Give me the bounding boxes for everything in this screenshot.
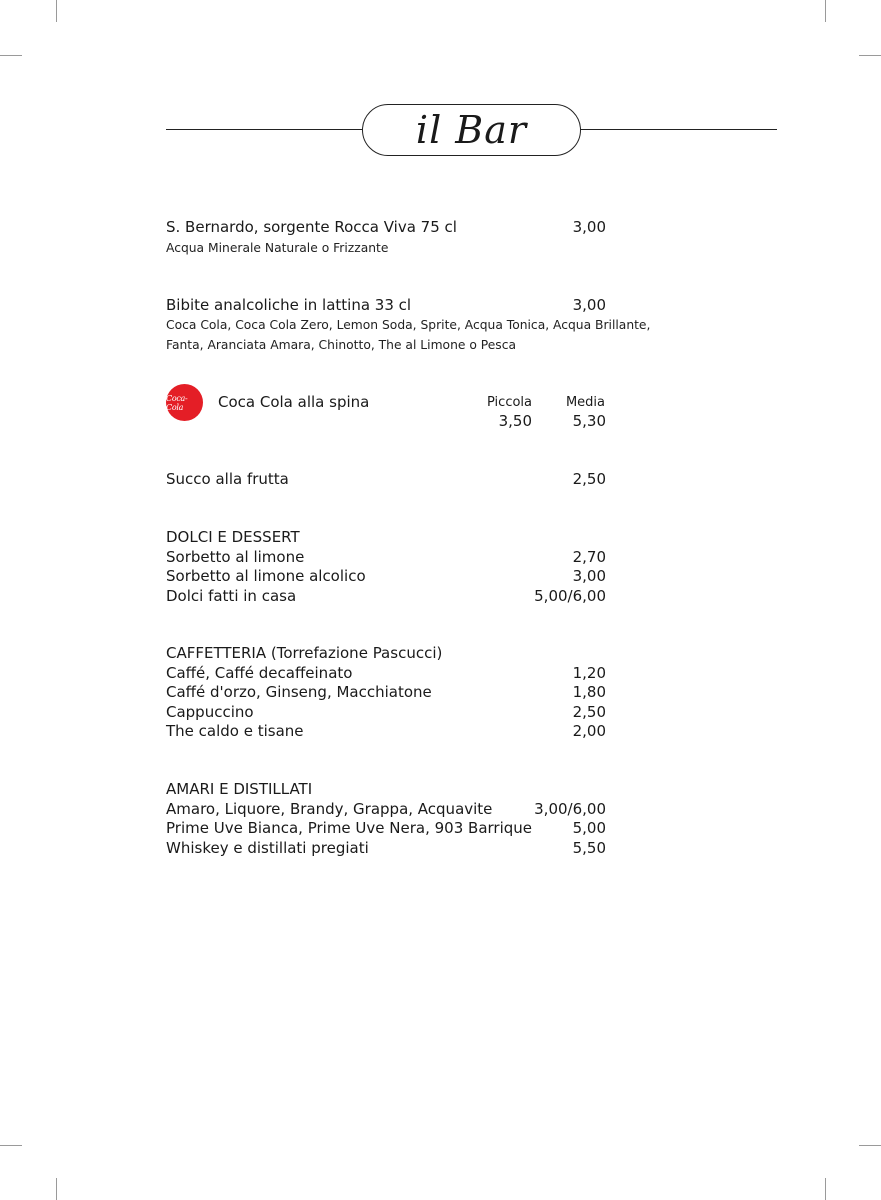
menu-item-name: Cappuccino	[166, 703, 254, 721]
crop-mark	[825, 1178, 826, 1200]
menu-item-name: Prime Uve Bianca, Prime Uve Nera, 903 Barrique	[166, 819, 533, 837]
menu-item-price: 2,00	[572, 722, 606, 740]
crop-mark	[56, 0, 57, 22]
menu-item-name: The caldo e tisane	[166, 722, 304, 740]
page-header	[0, 100, 881, 158]
menu-item-name: Caffé d'orzo, Ginseng, Macchiatone	[166, 683, 432, 701]
crop-mark	[56, 1178, 57, 1200]
crop-mark	[0, 55, 22, 56]
page-title: il Bar	[415, 108, 528, 152]
crop-mark	[0, 1145, 22, 1146]
menu-item-name: Whiskey e distillati pregiati	[166, 839, 369, 857]
size-small-label: Piccola	[487, 395, 532, 410]
dolci-heading: DOLCI E DESSERT	[166, 528, 300, 546]
water-description: Acqua Minerale Naturale o Frizzante	[166, 241, 389, 255]
menu-item-price: 2,70	[572, 548, 606, 566]
crop-mark	[825, 0, 826, 22]
menu-item-name: Sorbetto al limone alcolico	[166, 567, 366, 585]
menu-item-price: 1,20	[572, 664, 606, 682]
menu-item-price: 1,80	[572, 683, 606, 701]
soft-drinks-description-1: Coca Cola, Coca Cola Zero, Lemon Soda, Sprite, Acqua Tonica, Acqua Brillante,	[166, 318, 651, 332]
soft-drinks-description-2: Fanta, Aranciata Amara, Chinotto, The al Limone o Pesca	[166, 338, 517, 352]
water-price: 3,00	[572, 218, 606, 236]
menu-item-price: 5,50	[572, 839, 606, 857]
caffetteria-heading: CAFFETTERIA (Torrefazione Pascucci)	[166, 644, 443, 662]
coca-cola-logo-text: Coca-Cola	[166, 393, 188, 412]
menu-item-price: 3,00/6,00	[534, 800, 606, 818]
water-name: S. Bernardo, sorgente Rocca Viva 75 cl	[166, 218, 457, 236]
menu-item-name: Sorbetto al limone	[166, 548, 305, 566]
header-rule-left	[166, 129, 362, 130]
soft-drinks-name: Bibite analcoliche in lattina 33 cl	[166, 296, 412, 314]
menu-item-price: 5,00/6,00	[534, 587, 606, 605]
juice-price: 2,50	[572, 470, 606, 488]
title-frame	[362, 104, 581, 156]
amari-heading: AMARI E DISTILLATI	[166, 780, 313, 798]
menu-item-price: 5,00	[572, 819, 606, 837]
coca-cola-logo	[166, 384, 203, 421]
size-medium-label: Media	[565, 395, 605, 410]
crop-mark	[859, 55, 881, 56]
menu-item-name: Caffé, Caffé decaffeinato	[166, 664, 353, 682]
soft-drinks-price: 3,00	[572, 296, 606, 314]
menu-item-name: Amaro, Liquore, Brandy, Grappa, Acquavite	[166, 800, 493, 818]
crop-mark	[859, 1145, 881, 1146]
header-rule-right	[579, 129, 777, 130]
size-small-price: 3,50	[498, 412, 532, 430]
menu-item-price: 2,50	[572, 703, 606, 721]
size-medium-price: 5,30	[572, 412, 606, 430]
juice-name: Succo alla frutta	[166, 470, 289, 488]
menu-item-name: Dolci fatti in casa	[166, 587, 297, 605]
coca-spina-name: Coca Cola alla spina	[218, 393, 370, 411]
menu-item-price: 3,00	[572, 567, 606, 585]
